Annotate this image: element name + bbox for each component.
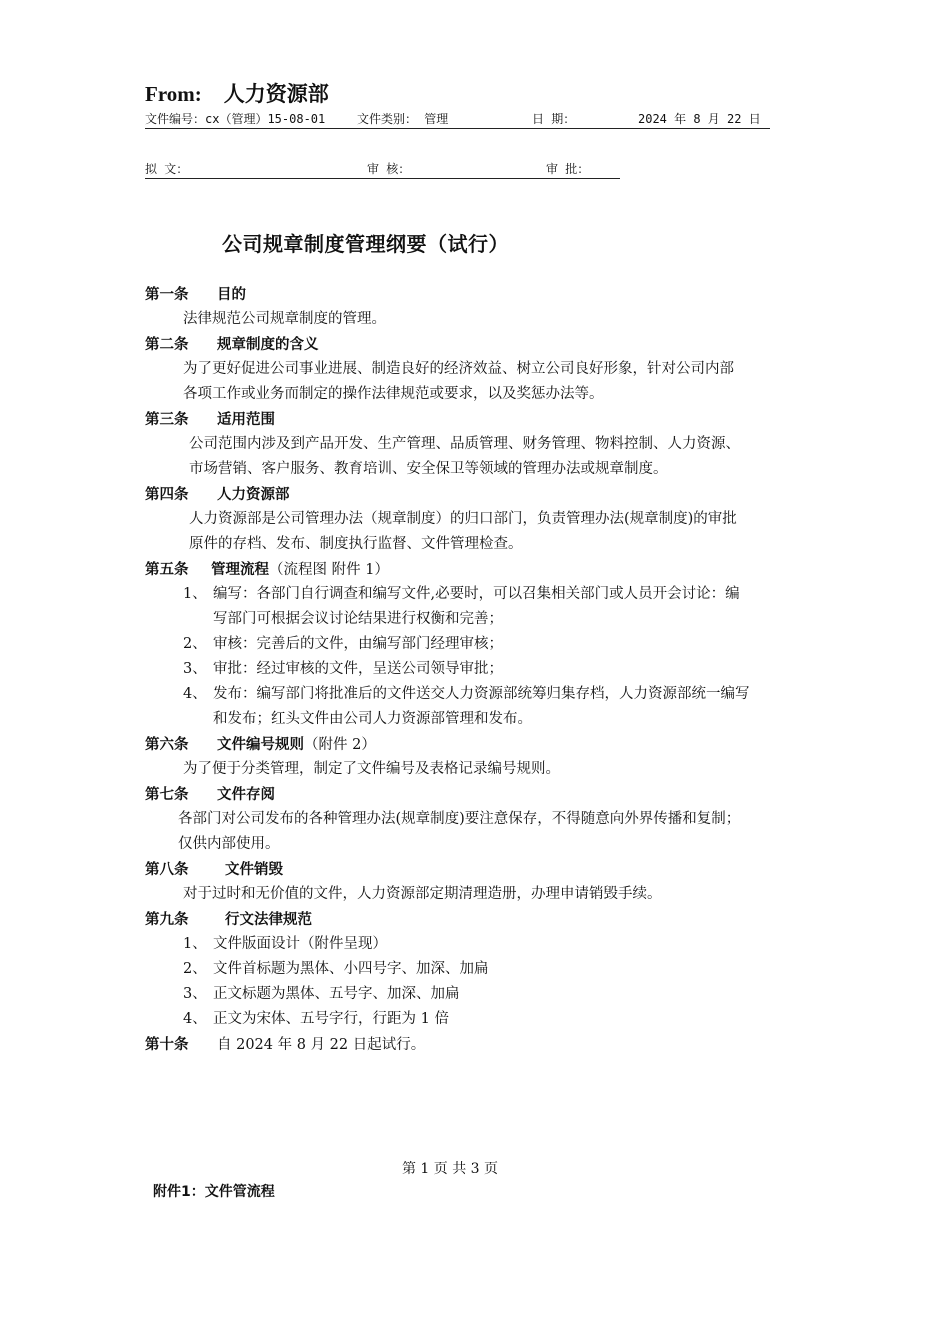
article-7-line-2: 仅供内部使用。 [178, 836, 280, 852]
list-item-continued [145, 607, 845, 632]
list-item [145, 582, 845, 607]
article-8-text: 对于过时和无价值的文件，人力资源部定期清理造册，办理申请销毁手续。 [183, 886, 662, 902]
document-body [145, 282, 845, 1057]
from-department: 人力资源部 [223, 81, 329, 106]
list-number: 2、 [183, 636, 207, 652]
article-number: 第十条 [145, 1037, 189, 1053]
article-2-line-2: 各项工作或业务而制定的操作法律规范或要求，以及奖惩办法等。 [183, 386, 604, 402]
article-number: 第七条 [145, 787, 189, 803]
article-number: 第一条 [145, 287, 189, 303]
article-title: 适用范围 [217, 412, 275, 428]
article-note: （流程图 附件 1） [269, 562, 389, 578]
draft-label: 拟 文： [145, 162, 189, 176]
list-item [145, 1007, 845, 1032]
list-item [145, 657, 845, 682]
article-number: 第五条 [145, 562, 189, 578]
list-text: 和发布；红头文件由公司人力资源部管理和发布。 [213, 711, 532, 727]
list-item [145, 982, 845, 1007]
attachment-title: 附件1：文件管流程 [153, 1184, 275, 1200]
article-6-heading [145, 733, 845, 757]
article-4-line-1: 人力资源部是公司管理办法（规章制度）的归口部门，负责管理办法(规章制度)的审批 [189, 511, 737, 527]
list-item-continued [145, 707, 845, 732]
article-number: 第二条 [145, 337, 189, 353]
article-title: 管理流程 [211, 562, 269, 578]
article-number: 第四条 [145, 487, 189, 503]
article-9-heading [145, 908, 845, 932]
article-1-text: 法律规范公司规章制度的管理。 [183, 311, 386, 327]
article-7-heading [145, 783, 845, 807]
list-number: 1、 [183, 936, 207, 952]
doc-number: 文件编号：cx（管理）15-08-01 [145, 112, 326, 126]
article-note: （附件 2） [304, 737, 376, 753]
list-item [145, 932, 845, 957]
list-text: 写部门可根据会议讨论结果进行权衡和完善； [213, 611, 503, 627]
article-10-text: 自 2024 年 8 月 22 日起试行。 [217, 1037, 426, 1053]
article-4-line-2: 原件的存档、发布、制度执行监督、文件管理检查。 [189, 536, 523, 552]
document-title: 公司规章制度管理纲要（试行） [222, 232, 509, 256]
list-number: 3、 [183, 986, 207, 1002]
article-3-line-2: 市场营销、客户服务、教育培训、安全保卫等领域的管理办法或规章制度。 [189, 461, 668, 477]
list-text: 文件首标题为黑体、小四号字、加深、加扁 [213, 961, 489, 977]
list-number: 4、 [183, 1011, 207, 1027]
list-item [145, 682, 845, 707]
approve-label: 审 批： [546, 162, 590, 176]
from-label: From: [145, 82, 202, 106]
article-3-line-1: 公司范围内涉及到产品开发、生产管理、品质管理、财务管理、物料控制、人力资源、 [189, 436, 740, 452]
from-line [145, 78, 329, 108]
article-number: 第八条 [145, 862, 189, 878]
article-number: 第六条 [145, 737, 189, 753]
article-title: 文件销毁 [225, 862, 283, 878]
article-title: 人力资源部 [217, 487, 290, 503]
article-title: 行文法律规范 [225, 912, 312, 928]
list-text: 编写：各部门自行调查和编写文件,必要时，可以召集相关部门或人员开会讨论：编 [213, 586, 740, 602]
article-1-heading [145, 283, 845, 307]
list-text: 审批：经过审核的文件，呈送公司领导审批； [213, 661, 503, 677]
article-10-heading [145, 1033, 845, 1057]
date-label: 日 期： [532, 112, 576, 126]
document-meta-row [145, 110, 770, 129]
list-number: 2、 [183, 961, 207, 977]
article-4-heading [145, 483, 845, 507]
article-8-heading [145, 858, 845, 882]
article-5-heading [145, 558, 845, 582]
list-text: 文件版面设计（附件呈现） [213, 936, 387, 952]
article-number: 第九条 [145, 912, 189, 928]
list-item [145, 632, 845, 657]
article-title: 目的 [217, 287, 246, 303]
list-item [145, 957, 845, 982]
list-number-spacer [183, 607, 213, 632]
date-value: 2024 年 8 月 22 日 [638, 112, 761, 126]
review-label: 审 核： [367, 162, 411, 176]
list-text: 审核：完善后的文件，由编写部门经理审核； [213, 636, 503, 652]
article-6-text: 为了便于分类管理，制定了文件编号及表格记录编号规则。 [183, 761, 560, 777]
article-2-line-1: 为了更好促进公司事业进展、制造良好的经济效益、树立公司良好形象，针对公司内部 [183, 361, 734, 377]
list-text: 发布：编写部门将批准后的文件送交人力资源部统筹归集存档，人力资源部统一编写 [213, 686, 750, 702]
article-title: 文件编号规则 [217, 737, 304, 753]
article-title: 规章制度的含义 [217, 337, 319, 353]
signoff-row [145, 160, 620, 179]
article-2-heading [145, 333, 845, 357]
list-text: 正文为宋体、五号字行，行距为 1 倍 [213, 1011, 449, 1027]
doc-category: 文件类别： 管理 [357, 112, 449, 126]
list-text: 正文标题为黑体、五号字、加深、加扁 [213, 986, 460, 1002]
list-number: 4、 [183, 686, 207, 702]
list-number: 1、 [183, 586, 207, 602]
article-title: 文件存阅 [217, 787, 275, 803]
article-3-heading [145, 408, 845, 432]
list-number-spacer [183, 707, 213, 732]
page-number: 第 1 页 共 3 页 [401, 1161, 499, 1177]
article-7-line-1: 各部门对公司发布的各种管理办法(规章制度)要注意保存，不得随意向外界传播和复制； [178, 811, 741, 827]
article-number: 第三条 [145, 412, 189, 428]
list-number: 3、 [183, 661, 207, 677]
